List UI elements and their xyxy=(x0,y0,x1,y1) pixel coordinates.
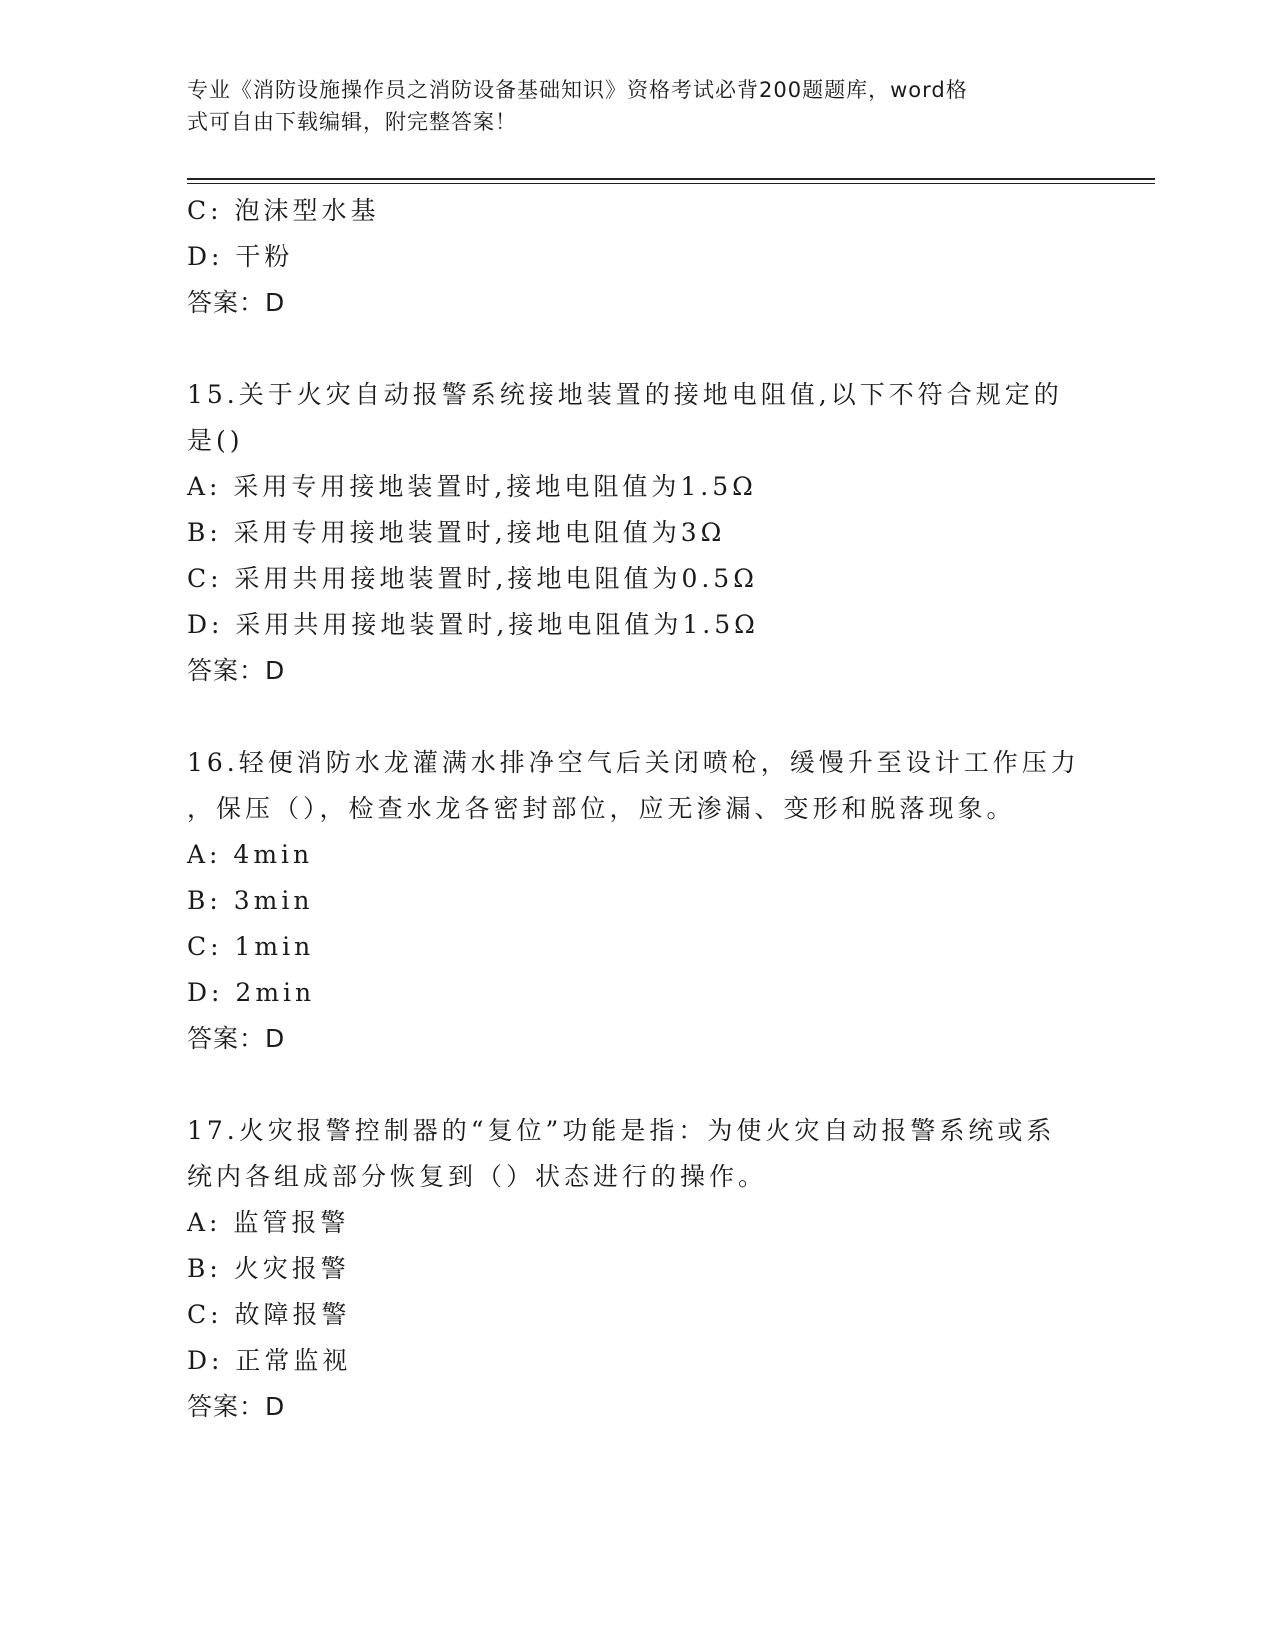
option-d: D: 采用共用接地装置时,接地电阻值为1.5Ω xyxy=(187,610,759,639)
question-stem-line-1: 16.轻便消防水龙灌满水排净空气后关闭喷枪，缓慢升至设计工作压力 xyxy=(187,748,1080,777)
document-header xyxy=(187,74,1067,138)
spacer xyxy=(187,1062,1087,1108)
option-c: C: 故障报警 xyxy=(187,1300,351,1329)
option-b: B: 3min xyxy=(187,886,314,915)
question-stem-line-1: 17.火灾报警控制器的“复位”功能是指：为使火灾自动报警系统或系 xyxy=(187,1116,1056,1145)
question-stem-line-2: 是() xyxy=(187,426,244,455)
option-d: D: 2min xyxy=(187,978,316,1007)
question-15 xyxy=(187,372,1087,694)
option-b: B: 采用专用接地装置时,接地电阻值为3Ω xyxy=(187,518,726,547)
question-17 xyxy=(187,1108,1087,1430)
answer-line: 答案：D xyxy=(187,656,286,685)
spacer xyxy=(187,694,1087,740)
spacer xyxy=(187,326,1087,372)
header-divider-thin xyxy=(187,183,1155,184)
option-a: A: 采用专用接地装置时,接地电阻值为1.5Ω xyxy=(187,472,757,501)
option-c: C: 1min xyxy=(187,932,315,961)
question-stem-line-2: 统内各组成部分恢复到（）状态进行的操作。 xyxy=(187,1162,768,1191)
option-c: C: 采用共用接地装置时,接地电阻值为0.5Ω xyxy=(187,564,758,593)
question-stem-line-2: ，保压（），检查水龙各密封部位，应无渗漏、变形和脱落现象。 xyxy=(187,794,1016,823)
header-divider-thick xyxy=(187,178,1155,180)
option-b: B: 火灾报警 xyxy=(187,1254,350,1283)
header-title-line-2: 式可自由下载编辑，附完整答案！ xyxy=(187,110,517,134)
question-content xyxy=(187,188,1087,1430)
answer-line: 答案：D xyxy=(187,1024,286,1053)
option-a: A: 4min xyxy=(187,840,314,869)
answer-line: 答案：D xyxy=(187,288,286,317)
option-c: C: 泡沫型水基 xyxy=(187,196,380,225)
option-d: D: 正常监视 xyxy=(187,1346,352,1375)
option-d: D: 干粉 xyxy=(187,242,294,271)
header-title-line-1: 专业《消防设施操作员之消防设备基础知识》资格考试必背200题题库，word格 xyxy=(187,78,968,102)
answer-line: 答案：D xyxy=(187,1392,286,1421)
question-stem-line-1: 15.关于火灾自动报警系统接地装置的接地电阻值,以下不符合规定的 xyxy=(187,380,1063,409)
option-a: A: 监管报警 xyxy=(187,1208,350,1237)
question-16 xyxy=(187,740,1087,1062)
question-14-tail xyxy=(187,188,1087,326)
